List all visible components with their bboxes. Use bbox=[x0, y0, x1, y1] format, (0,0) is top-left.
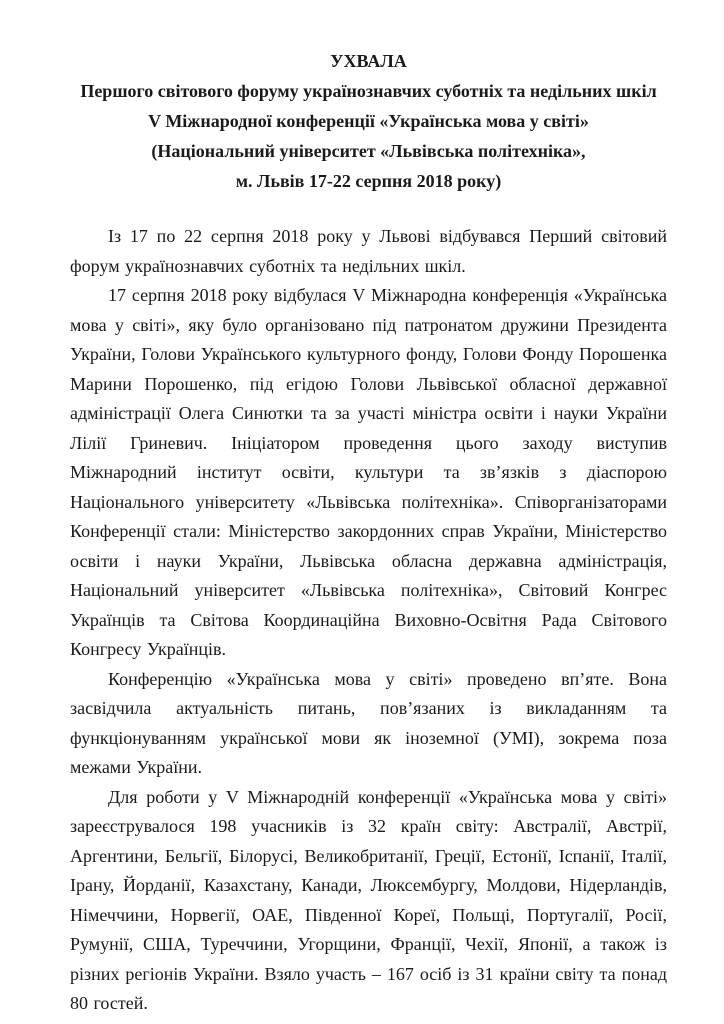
title-line-conference: V Міжнародної конференції «Українська мова у світі» bbox=[148, 111, 589, 131]
paragraph-conference-fifth: Конференцію «Українська мова у світі» проведено вп’яте. Вона засвідчила актуальність питань, пов’язаних із викладанням та функціонуванням української мови як іноземної (УМІ), зокрема поза межами України. bbox=[70, 668, 667, 777]
title-line-resolution: УХВАЛА bbox=[330, 51, 407, 71]
title-line-university: (Національний університет «Львівська політехніка», bbox=[151, 141, 586, 161]
title-line-forum: Першого світового форуму українознавчих суботніх та недільних шкіл bbox=[80, 81, 657, 101]
paragraph-organizers: 17 серпня 2018 року відбулася V Міжнародна конференція «Українська мова у світі», яку було організовано під патронатом дружини Президента України, Голови Українського культурного фонду, Голови Фонду Порошенка Марини Порошенко, під егідою Голови Львівської обласної державної адміністрації Олега Синютки та за участі міністра освіти і науки України Лілії Гриневич. Ініціатором проведення цього заходу виступив Міжнародний інститут освіти, культури та зв’язків з діаспорою Національного університету «Львівська політехніка». Співорганізаторами Конференції стали: Міністерство закордонних справ України, Міністерство освіти і науки України, Львівська обласна державна адміністрація, Національний університет «Львівська політехніка», Світовий Конгрес Українців та Світова Координаційна Виховно-Освітня Рада Світового Конгресу Українців. bbox=[70, 285, 667, 659]
paragraph-participants: Для роботи у V Міжнародній конференції «Українська мова у світі» зареєструвалося 198 учасників із 32 країн світу: Австралії, Австрії, Аргентини, Бельгії, Білорусі, Великобританії, Греції, Естонії, Іспанії, Італії, Ірану, Йорданії, Казахстану, Канади, Люксембургу, Молдови, Нідерландів, Німеччини, Норвегії, ОАЕ, Південної Кореї, Польщі, Португалії, Росії, Румунії, США, Туреччини, Угорщини, Франції, Чехії, Японії, а також із різних регіонів України. Взяло участь – 167 осіб із 31 країни світу та понад 80 гостей. bbox=[70, 786, 667, 1013]
paragraph-forum-dates: Із 17 по 22 серпня 2018 року у Львові відбувався Перший світовий форум українознавчих суботніх та недільних шкіл. bbox=[70, 226, 667, 276]
document-body bbox=[70, 222, 667, 1019]
document-title-block bbox=[70, 46, 667, 196]
title-line-place-date: м. Львів 17-22 серпня 2018 року) bbox=[235, 171, 502, 191]
